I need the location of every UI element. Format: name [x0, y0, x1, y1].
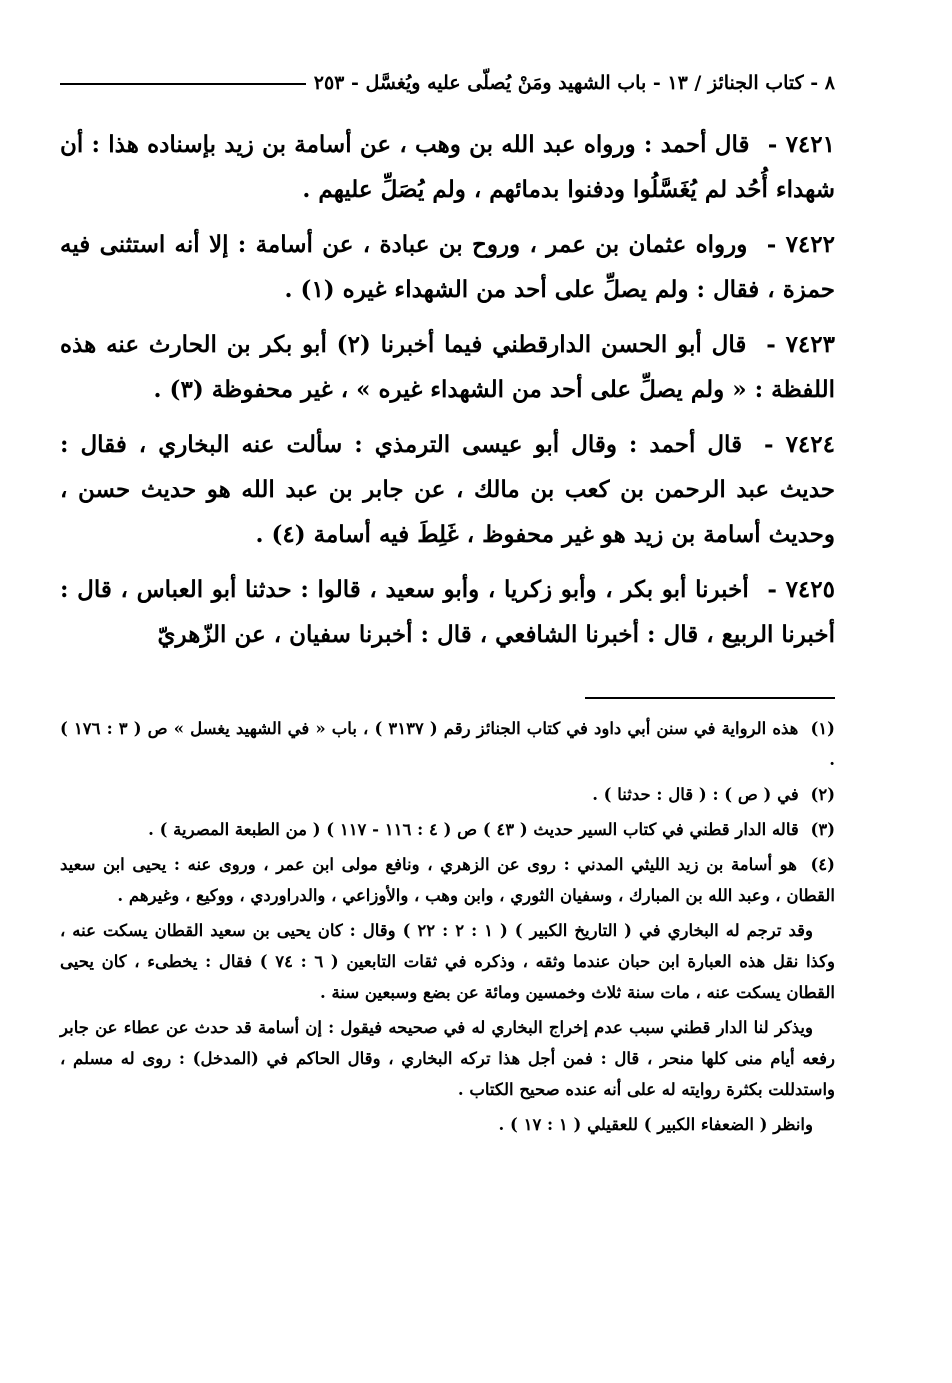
hadith-number: ٧٤٢٣ - [766, 331, 835, 358]
hadith-paragraph [60, 422, 835, 557]
footnote-text: قاله الدار قطني في كتاب السير حديث ( ٤٣ ) ص ( ٤ : ١١٦ - ١١٧ ) ( من الطبعة المصرية ) . [148, 820, 799, 839]
header-rule [60, 83, 306, 85]
footnote-number: (٤) [810, 855, 835, 874]
hadith-text: قال أحمد : ورواه عبد الله بن وهب ، عن أسامة بن زيد بإسناده هذا : أن شهداء أُحُد لم يُغَسَّلُوا ودفنوا بدمائهم ، ولم يُصَلِّ عليهم . [60, 131, 835, 203]
footnote-text: هو أسامة بن زيد الليثي المدني : روى عن الزهري ، ونافع مولى ابن عمر ، وروى عنه : يحيى ابن سعيد القطان ، وعبد الله بن المبارك ، وسفيان الثوري ، وابن وهب ، والأوزاعي ، والدراوردي ، ووكيع ، وغيرهم . [60, 855, 835, 905]
footnote-number: (١) [810, 719, 835, 738]
hadith-paragraph [60, 122, 835, 212]
footnote-number: (٢) [810, 785, 835, 804]
hadith-number: ٧٤٢٢ - [766, 231, 835, 258]
hadith-number: ٧٤٢٥ - [767, 576, 835, 603]
hadith-number: ٧٤٢١ - [767, 131, 835, 158]
hadith-paragraph [60, 322, 835, 412]
hadith-paragraph [60, 567, 835, 657]
footnote [60, 779, 835, 810]
footnote-text: هذه الرواية في سنن أبي داود في كتاب الجنائز رقم ( ٣١٣٧ ) ، باب « في الشهيد يغسل » ص ( ٣ : ١٧٦ ) . [60, 719, 835, 769]
footnote [60, 814, 835, 845]
footnote-text: في ( ص ) : ( قال : حدثنا ) . [592, 785, 799, 804]
hadith-paragraph [60, 222, 835, 312]
hadith-number: ٧٤٢٤ - [764, 431, 835, 458]
document-page [60, 60, 835, 1360]
main-text [60, 122, 835, 657]
hadith-text: قال أحمد : وقال أبو عيسى الترمذي : سألت عنه البخاري ، فقال : حديث عبد الرحمن بن كعب بن مالك ، عن جابر بن عبد الله هو حديث حسن ، وحديث أسامة بن زيد هو غير محفوظ ، غَلِطَ فيه أسامة (٤) . [60, 431, 835, 548]
footnote-number: (٣) [810, 820, 835, 839]
hadith-text: أخبرنا أبو بكر ، وأبو زكريا ، وأبو سعيد ، قالوا : حدثنا أبو العباس ، قال : أخبرنا الربيع ، قال : أخبرنا الشافعي ، قال : أخبرنا سفيان ، عن الزّهريّ [60, 576, 835, 648]
footnotes [60, 713, 835, 1140]
footnote [60, 849, 835, 911]
footnote-continuation: وانظر ( الضعفاء الكبير ) للعقيلي ( ١ : ١٧ ) . [498, 1115, 813, 1134]
footnote-continuation: ويذكر لنا الدار قطني سبب عدم إخراج البخاري له في صحيحه فيقول : إن أسامة قد حدث عن عطاء عن جابر رفعه أيام منى كلها منحر ، قال : فمن أجل هذا تركه البخاري ، وقال الحاكم في (المدخل) : روى له مسلم ، واستدللت بكثرة روايته له على أنه عنده صحيح الكتاب . [60, 1018, 835, 1099]
page-header [60, 60, 835, 106]
hadith-text: قال أبو الحسن الدارقطني فيما أخبرنا (٢) أبو بكر بن الحارث عنه هذه اللفظة : « ولم يصلِّ على أحد من الشهداء غيره » ، غير محفوظة (٣) . [60, 331, 835, 403]
footnote-separator [585, 697, 835, 699]
footnote-separator-wrap [60, 667, 835, 713]
running-title: ٨ - كتاب الجنائز / ١٣ - باب الشهيد ومَنْ يُصلّى عليه ويُغسَّل - ٢٥٣ [313, 72, 835, 94]
footnote-continuation: وقد ترجم له البخاري في ( التاريخ الكبير ) ( ١ : ٢ : ٢٢ ) وقال : كان يحيى بن سعيد القطان يسكت عنه ، وكذا نقل هذه العبارة ابن حبان عندما وثقه ، وذكره في ثقات التابعين ( ٦ : ٧٤ ) فقال : يخطىء ، كان يحيى القطان يسكت عنه ، مات سنة ثلاث وخمسين ومائة عن بضع وسبعين سنة . [60, 921, 836, 1002]
footnote [60, 713, 835, 775]
hadith-text: ورواه عثمان بن عمر ، وروح بن عبادة ، عن أسامة : إلا أنه استثنى فيه حمزة ، فقال : ولم يصلِّ على أحد من الشهداء غيره (١) . [60, 231, 835, 303]
